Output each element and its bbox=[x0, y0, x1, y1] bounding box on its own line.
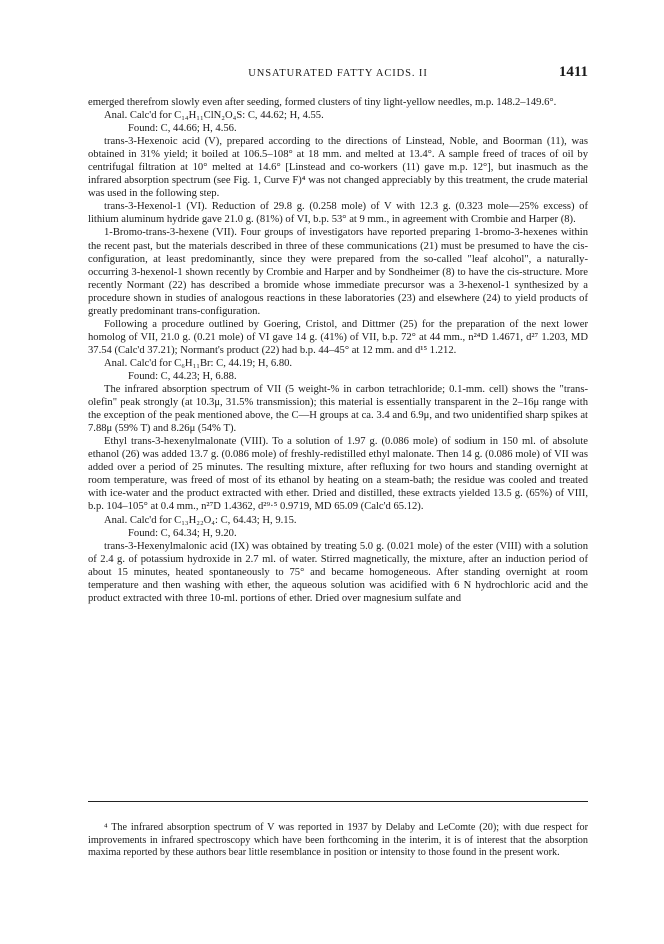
analysis-found: Found: C, 44.23; H, 6.88. bbox=[128, 370, 237, 382]
paragraph: trans-3-Hexenoic acid (V), prepared according to the directions of Linstead, Noble, and Boorman (11), was obtained in 31% yield; it boiled at 106.5–108° at 18 mm. and melted at 13.4°. A sample freed of traces of oil by centrifugal filtration at 10° melted at 14.6° [Linstead and co-workers (11) gave m.p. 12°], but inasmuch as the infrared absorption spectrum (see Fig. 1, Curve F)⁴ was not changed appreciably by this treatment, the crude material was used in the following step. bbox=[88, 136, 588, 200]
analysis-found: Found: C, 44.66; H, 4.56. bbox=[128, 123, 237, 135]
analysis-calculated: Anal. Calc'd for C₁₃H₂₂O₄: C, 64.43; H, 9.15. bbox=[104, 514, 297, 526]
paragraph: trans-3-Hexenol-1 (VI). Reduction of 29.8 g. (0.258 mole) of V with 12.3 g. (0.323 mole—25% excess) of lithium aluminum hydride gave 21.0 g. (81%) of VI, b.p. 53° at 9 mm., in agreement with Crombie and Harper (8). bbox=[88, 201, 588, 226]
paragraph: trans-3-Hexenylmalonic acid (IX) was obtained by treating 5.0 g. (0.021 mole) of the ester (VIII) with a solution of 2.4 g. of potassium hydroxide in 2.7 ml. of water. Stirred magnetically, the mixture, after an induction period of about 15 minutes, heated spontaneously to 75° and became homogeneous. After standing overnight at room temperature and then washing with ether, the aqueous solution was acidified with 6 N hydrochloric acid and the product extracted with three 10-ml. portions of ether. Dried over magnesium sulfate and bbox=[88, 540, 588, 604]
analysis-found: Found: C, 64.34; H, 9.20. bbox=[128, 527, 237, 539]
paragraph: Following a procedure outlined by Goering, Cristol, and Dittmer (25) for the preparation of the next lower homolog of VII, 21.0 g. (0.21 mole) of VI gave 14 g. (41%) of VII, b.p. 72° at 44 mm., n²⁴D 1.4671, d²⁷ 1.203, MD 37.54 (Calc'd 37.21); Normant's product (22) had b.p. 44–45° at 12 mm. and d¹⁵ 1.212. bbox=[88, 318, 588, 356]
paragraph: emerged therefrom slowly even after seeding, formed clusters of tiny light-yellow needles, m.p. 148.2–149.6°. bbox=[88, 97, 557, 108]
running-head bbox=[88, 64, 588, 84]
analysis-calculated: Anal. Calc'd for C₆H₁₁Br: C, 44.19; H, 6.80. bbox=[104, 357, 293, 369]
body-text bbox=[88, 96, 588, 605]
footnote-divider bbox=[88, 801, 588, 802]
page-number: 1411 bbox=[558, 64, 588, 80]
paragraph: Ethyl trans-3-hexenylmalonate (VIII). To a solution of 1.97 g. (0.086 mole) of sodium in 150 ml. of absolute ethanol (26) was added 13.7 g. (0.086 mole) of freshly-redistilled ethyl malonate. Then 14 g. (0.086 mole) of VII was added over a period of 25 minutes. The resulting mixture, after refluxing for two hours and standing overnight at room temperature, was freed of most of its ethanol by heating on a steam-bath; the residue was cooled and treated with ice-water and the product extracted with ether. Dried and distilled, these extracts yielded 13.5 g. (65%) of VIII, b.p. 104–105° at 0.4 mm., n²⁷D 1.4362, d²⁹·⁵ 0.9719, MD 65.09 (Calc'd 65.12). bbox=[88, 436, 588, 513]
running-head-title: UNSATURATED FATTY ACIDS. II bbox=[248, 68, 428, 79]
paragraph: The infrared absorption spectrum of VII (5 weight-% in carbon tetrachloride; 0.1-mm. cell) shows the "trans-olefin" peak strongly (at 10.3μ, 31.5% transmission); this material is essentially transparent in the 2–16μ range with the exception of the peak mentioned above, the C—H groups at ca. 3.4 and 6.9μ, and two unidentified sharp spikes at 7.88μ (59% T) and 8.26μ (54% T). bbox=[88, 384, 588, 435]
analysis-calculated: Anal. Calc'd for C₁₄H₁₁ClN₂O₄S: C, 44.62; H, 4.55. bbox=[104, 110, 324, 122]
paragraph: 1-Bromo-trans-3-hexene (VII). Four groups of investigators have reported preparing 1-bromo-3-hexenes within the recent past, but the materials described in three of these communications (21) must be presumed to have the cis-configuration, at least predominantly, since they were prepared from the so-called "leaf alcohol", a naturally-occurring 3-hexenol-1 shown recently by Crombie and Harper and by Sondheimer (8) to have the cis-structure. More recently Normant (22) has described a bromide whose immediate precursor was a 3-hexenol-1 synthesized by a procedure shown in studies of analogous reactions in these laboratories (23) and elsewhere (24) to yield products of greatly predominant trans-configuration. bbox=[88, 227, 588, 317]
footnote: ⁴ The infrared absorption spectrum of V was reported in 1937 by Delaby and LeComte (20); with due respect for improvements in infrared spectroscopy which have been forthcoming in the interim, it is of interest that the absorption maxima reported by these authors bear little resemblance in position or intensity to those found in the present work. bbox=[88, 822, 588, 859]
